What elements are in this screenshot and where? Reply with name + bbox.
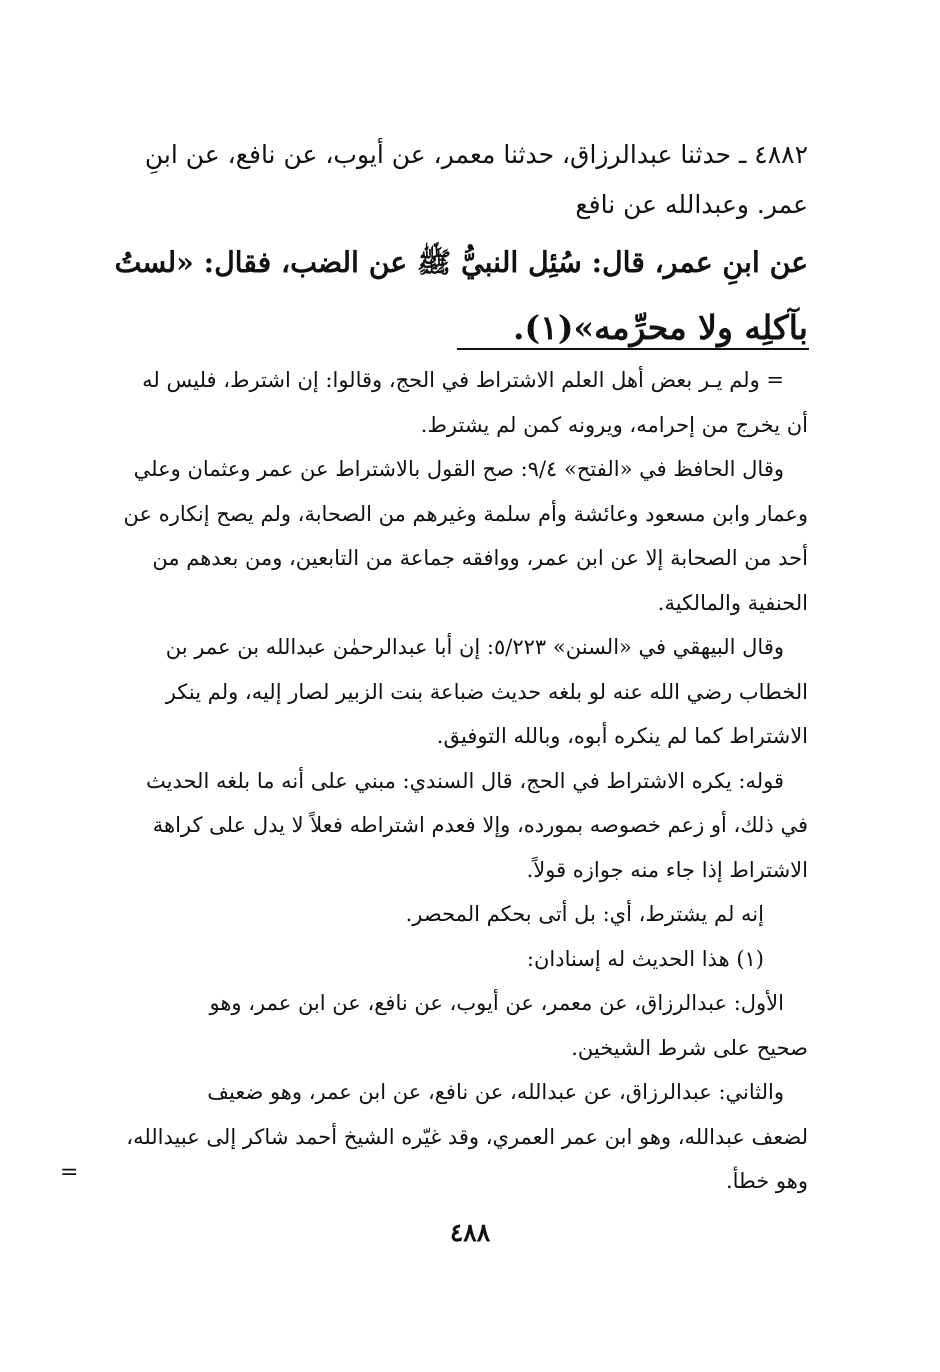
hadith-isnad (100, 130, 808, 230)
page-number: ٤٨٨ (449, 1218, 491, 1247)
footnote-line: الخطاب رضي الله عنه لو بلغه حديث ضباعة بنت الزبير لصار إليه، ولم ينكر (165, 679, 808, 704)
footnote-line: إنه لم يشترط، أي: بل أتى بحكم المحصر. (405, 902, 764, 926)
footnote-line: وقال البيهقي في «السنن» ٥/٢٢٣: إن أبا عبدالرحمٰن عبدالله بن عمر بن (165, 635, 784, 659)
footnote-separator (457, 348, 809, 350)
continuation-mark: = (60, 1160, 79, 1185)
footnote-line: لضعف عبدالله، وهو ابن عمر العمري، وقد غيّره الشيخ أحمد شاكر إلى عبيدالله، (126, 1124, 808, 1149)
footnote-line: صحيح على شرط الشيخين. (571, 1035, 808, 1060)
footnote-line: وهو خطأ. (725, 1169, 808, 1193)
footnote-line: في ذلك، أو زعم خصوصه بمورده، وإلا فعدم اشتراطه فعلاً لا يدل على كراهة (152, 813, 808, 837)
isnad-line: ٤٨٨٢ ـ حدثنا عبدالرزاق، حدثنا معمر، عن أيوب، عن نافع، عن ابنِ (144, 140, 808, 169)
footnote-line: الأول: عبدالرزاق، عن معمر، عن أيوب، عن نافع، عن ابن عمر، وهو (209, 991, 784, 1015)
footnote-line: وعمار وابن مسعود وعائشة وأم سلمة وغيرهم من الصحابة، ولم يصح إنكاره عن (123, 501, 808, 526)
footnote-line: أن يخرج من إحرامه، ويرونه كمن لم يشترط. (420, 412, 808, 437)
footnote-line: والثاني: عبدالرزاق، عن عبدالله، عن نافع، عن ابن عمر، وهو ضعيف (207, 1080, 784, 1104)
footnote-line: وقال الحافظ في «الفتح» ٩/٤: صح القول بالاشتراط عن عمر وعثمان وعلي (133, 457, 784, 481)
footnote-line: الاشتراط إذا جاء منه جوازه قولاً. (526, 857, 808, 882)
footnotes (100, 358, 808, 1204)
footnote-line: (١) هذا الحديث له إسنادان: (526, 946, 764, 971)
hadith-matn (100, 230, 808, 360)
matn-line: عن ابنِ عمر، قال: سُئِل النبيُّ ﷺ عن الضب، فقال: «لستُ (114, 245, 808, 279)
isnad-line: عمر. وعبدالله عن نافع (575, 190, 808, 219)
footnote-line: أحد من الصحابة إلا عن ابن عمر، ووافقه جماعة من التابعين، ومن بعدهم من (152, 546, 808, 570)
footnote-line: قوله: يكره الاشتراط في الحج، قال السندي: مبني على أنه ما بلغه الحديث (146, 768, 784, 793)
footnote-line: = ولم يـر بعض أهل العلم الاشتراط في الحج، وقالوا: إن اشترط، فليس له (142, 368, 784, 392)
footnote-line: الحنفية والمالكية. (657, 590, 808, 615)
matn-line: بآكلِه ولا محرِّمه»(١). (513, 308, 808, 347)
footnote-line: الاشتراط كما لم ينكره أبوه، وبالله التوفيق. (436, 724, 808, 748)
